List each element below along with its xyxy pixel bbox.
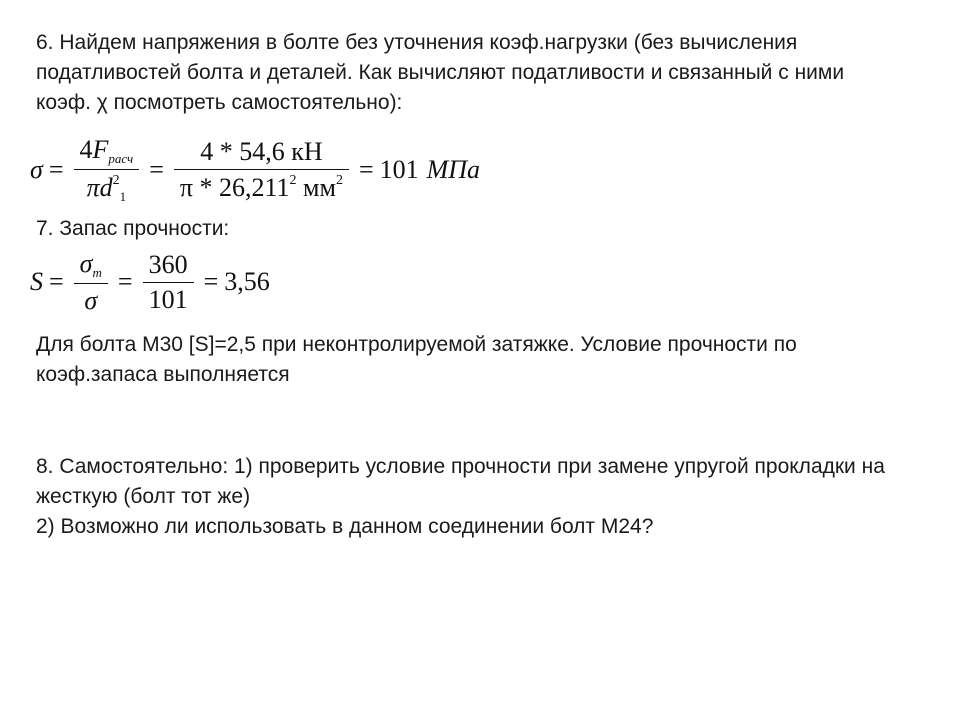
denominator-exponent: 2 bbox=[289, 173, 297, 188]
equals-sign: = bbox=[149, 155, 164, 184]
section-6-line-2: податливостей болта и деталей. Как вычисляют податливости и связанный с ними bbox=[36, 61, 845, 84]
equals-sign: = bbox=[203, 267, 219, 296]
numeric-fraction bbox=[174, 139, 349, 201]
section-8-line-3: 2) Возможно ли использовать в данном соединении болт М24? bbox=[36, 515, 654, 538]
fraction-denominator: σ bbox=[84, 285, 98, 315]
safety-factor-formula bbox=[30, 250, 270, 314]
note-line-2: коэф.запаса выполняется bbox=[36, 363, 290, 386]
safety-factor-symbol: S bbox=[30, 267, 43, 296]
stress-unit: МПа bbox=[426, 155, 481, 184]
diameter-symbol: d bbox=[99, 173, 113, 202]
fraction-denominator bbox=[81, 170, 133, 203]
force-subscript: расч bbox=[108, 151, 134, 166]
stress-result: 101 bbox=[379, 155, 419, 184]
fraction-numerator bbox=[74, 137, 140, 169]
diameter-exponent: 2 bbox=[112, 173, 120, 188]
stress-symbol: σ bbox=[30, 155, 43, 184]
pi-symbol: π bbox=[86, 173, 100, 202]
coefficient: 4 bbox=[79, 135, 93, 164]
section-6-line-1: 6. Найдем напряжения в болте без уточнения коэф.нагрузки (без вычисления bbox=[36, 31, 798, 54]
denominator-value: π * 26,211 bbox=[179, 173, 290, 202]
yield-over-stress-fraction bbox=[74, 248, 108, 315]
unit-exponent: 2 bbox=[335, 173, 343, 188]
section-8-line-2: жесткую (болт тот же) bbox=[36, 485, 251, 508]
fraction-numerator: 4 * 54,6 кН bbox=[200, 137, 323, 166]
fraction-numerator: 360 bbox=[148, 249, 188, 279]
section-7-line-1: 7. Запас прочности: bbox=[36, 217, 230, 240]
stress-formula bbox=[30, 132, 480, 208]
section-8-paragraph bbox=[36, 452, 936, 542]
bolt-note-paragraph bbox=[36, 330, 936, 390]
numeric-fraction bbox=[143, 249, 194, 314]
fraction-numerator bbox=[74, 248, 108, 283]
equals-sign: = bbox=[48, 155, 64, 184]
section-6-paragraph bbox=[36, 28, 936, 118]
yield-stress-symbol: σ bbox=[79, 248, 93, 278]
force-over-area-fraction bbox=[74, 137, 140, 203]
diameter-subscript: 1 bbox=[119, 189, 127, 204]
section-7-heading bbox=[36, 214, 936, 244]
equals-sign: = bbox=[358, 155, 374, 184]
section-6-line-3: коэф. χ посмотреть самостоятельно): bbox=[36, 91, 403, 114]
section-8-line-1: 8. Самостоятельно: 1) проверить условие прочности при замене упругой прокладки на bbox=[36, 455, 885, 478]
force-symbol: F bbox=[92, 135, 109, 164]
equals-sign: = bbox=[49, 267, 64, 296]
equals-sign: = bbox=[117, 267, 133, 296]
yield-stress-subscript: т bbox=[92, 264, 102, 280]
safety-factor-result: 3,56 bbox=[224, 267, 270, 296]
fraction-denominator bbox=[174, 170, 349, 201]
denominator-unit: мм bbox=[303, 173, 336, 202]
note-line-1: Для болта М30 [S]=2,5 при неконтролируемой затяжке. Условие прочности по bbox=[36, 333, 797, 356]
fraction-denominator: 101 bbox=[148, 284, 188, 314]
